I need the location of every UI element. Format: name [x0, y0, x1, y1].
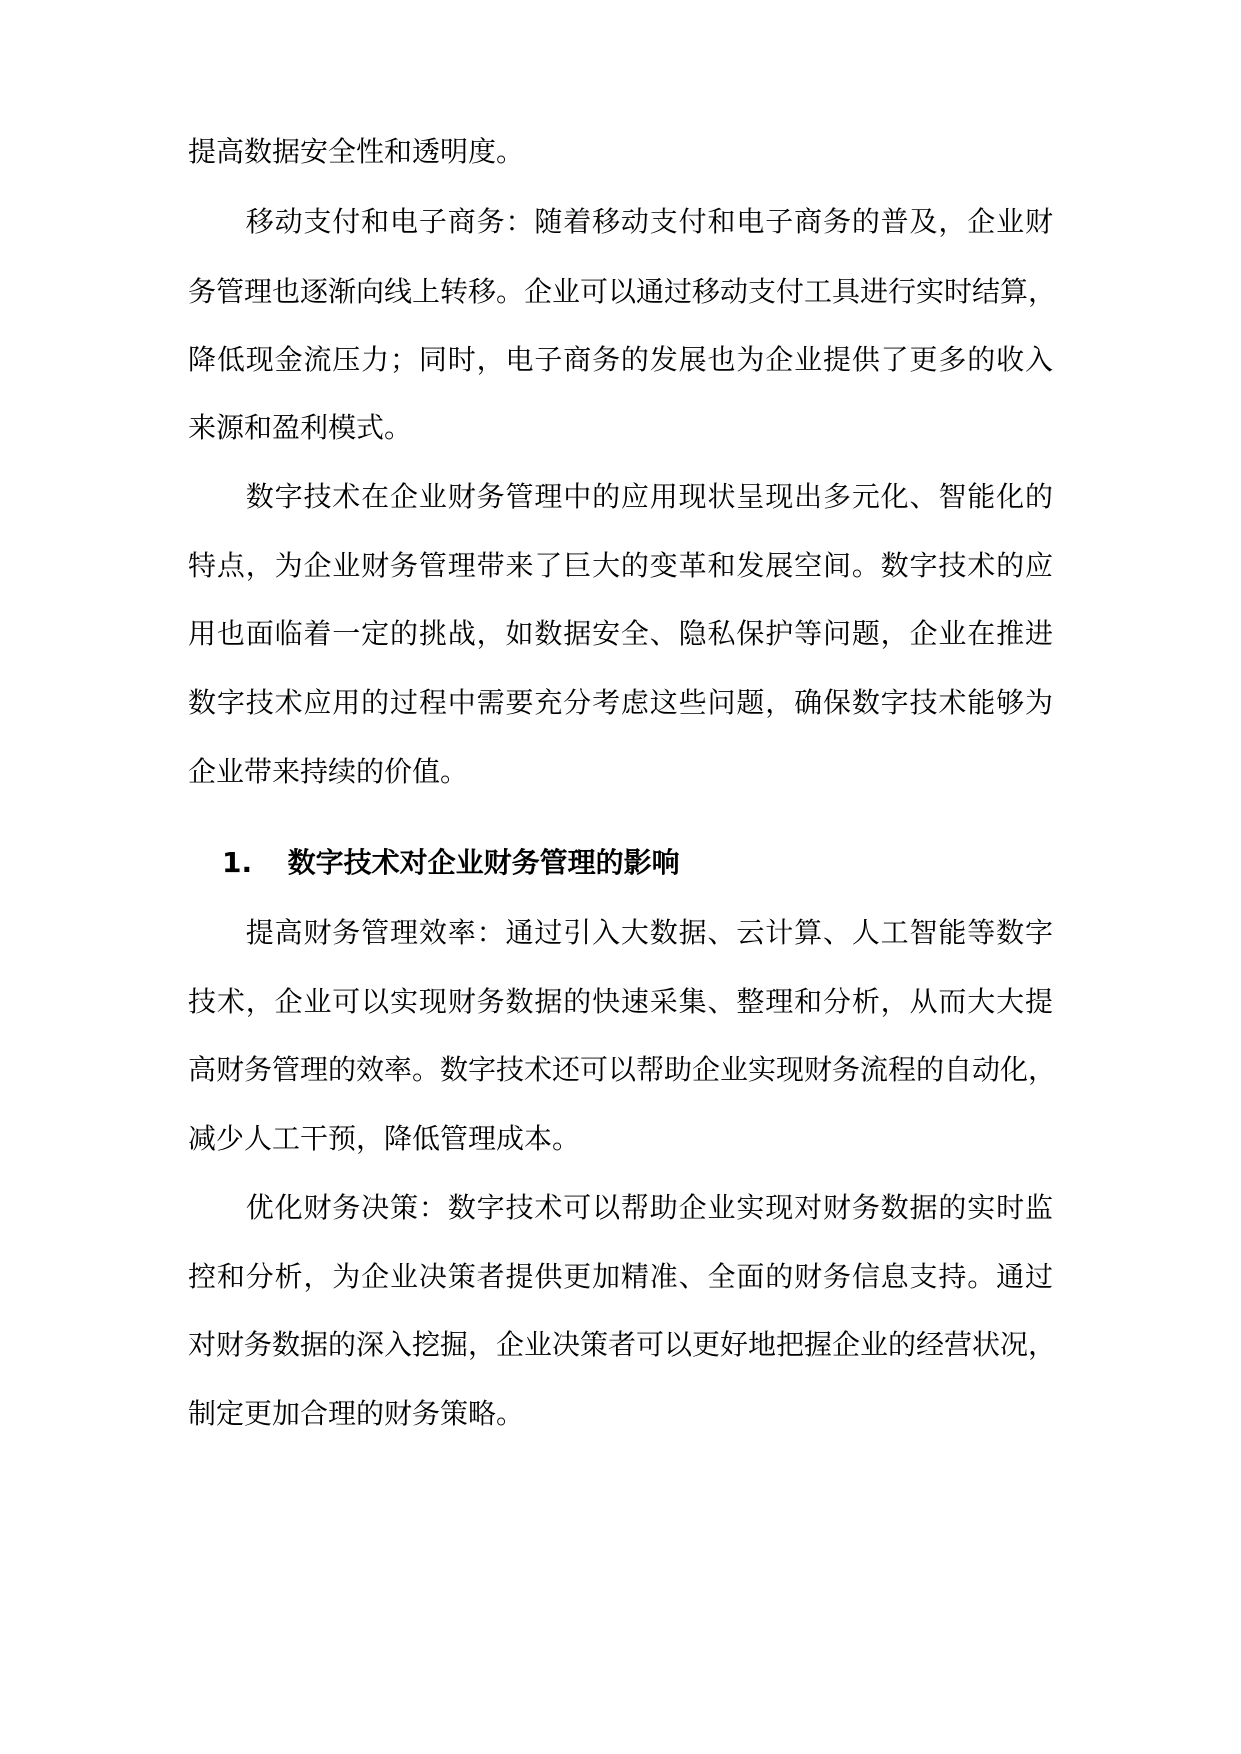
- paragraph-line: 对财务数据的深入挖掘，企业决策者可以更好地把握企业的经营状况，: [188, 1328, 1057, 1361]
- paragraph-line: 控和分析，为企业决策者提供更加精准、全面的财务信息支持。通过: [188, 1260, 1053, 1293]
- paragraph-line: 优化财务决策：数字技术可以帮助企业实现对财务数据的实时监: [188, 1191, 1053, 1224]
- paragraph-line: 用也面临着一定的挑战，如数据安全、隐私保护等问题，企业在推进: [188, 617, 1053, 650]
- paragraph-line: 特点，为企业财务管理带来了巨大的变革和发展空间。数字技术的应: [188, 549, 1053, 582]
- paragraph-line: 提高数据安全性和透明度。: [188, 135, 525, 168]
- paragraph-line: 技术，企业可以实现财务数据的快速采集、整理和分析，从而大大提: [188, 985, 1053, 1018]
- section-heading: [222, 843, 922, 883]
- paragraph-line: 企业带来持续的价值。: [188, 755, 469, 788]
- paragraph-line: 减少人工干预，降低管理成本。: [188, 1122, 581, 1155]
- paragraph-line: 数字技术在企业财务管理中的应用现状呈现出多元化、智能化的: [188, 480, 1053, 513]
- paragraph-line: 提高财务管理效率：通过引入大数据、云计算、人工智能等数字: [188, 916, 1053, 949]
- section-heading-text: 数字技术对企业财务管理的影响: [287, 846, 680, 879]
- paragraph-line: 来源和盈利模式。: [188, 411, 413, 444]
- paragraph-line: 务管理也逐渐向线上转移。企业可以通过移动支付工具进行实时结算，: [188, 275, 1057, 308]
- paragraph-line: 降低现金流压力；同时，电子商务的发展也为企业提供了更多的收入: [188, 343, 1053, 376]
- section-heading-number: 1.: [222, 846, 253, 879]
- paragraph-line: 数字技术应用的过程中需要充分考虑这些问题，确保数字技术能够为: [188, 686, 1053, 719]
- paragraph-line: 高财务管理的效率。数字技术还可以帮助企业实现财务流程的自动化，: [188, 1053, 1057, 1086]
- paragraph-line: 移动支付和电子商务：随着移动支付和电子商务的普及，企业财: [188, 205, 1053, 238]
- paragraph-line: 制定更加合理的财务策略。: [188, 1397, 525, 1430]
